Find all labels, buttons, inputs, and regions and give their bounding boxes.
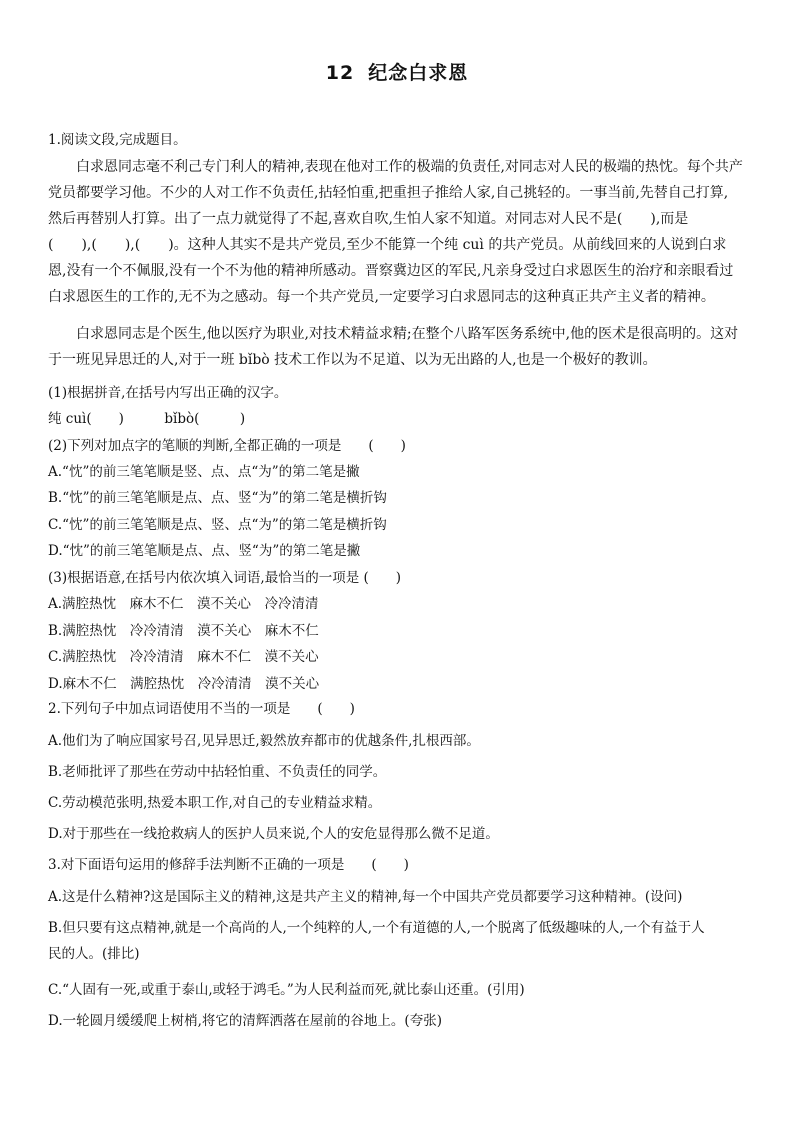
- option: D.麻木不仁 满腔热忱 冷冷清清 漠不关心: [48, 676, 320, 692]
- option: D.对于那些在一线抢救病人的医护人员来说,个人的安危显得那么微不足道。: [48, 826, 499, 842]
- option: C.“人固有一死,或重于泰山,或轻于鸿毛。”为人民利益而死,就比泰山还重。(引用): [48, 982, 525, 998]
- option: D.一轮圆月缓缓爬上树梢,将它的清辉洒落在屋前的谷地上。(夸张): [48, 1013, 442, 1029]
- option: A.满腔热忱 麻木不仁 漠不关心 冷冷清清: [48, 596, 319, 612]
- option-continuation: 民的人。(排比): [48, 946, 140, 962]
- option: B.老师批评了那些在劳动中拈轻怕重、不负责任的同学。: [48, 764, 387, 780]
- passage-line: 党员都要学习他。不少的人对工作不负责任,拈轻怕重,把重担子推给人家,自己挑轻的。一事当前,先替自己打算,: [48, 185, 729, 201]
- option: A.“忱”的前三笔笔顺是竖、点、点“为”的第二笔是撇: [48, 464, 360, 480]
- option: A.他们为了响应国家号召,见异思迁,毅然放弃都市的优越条件,扎根西部。: [48, 733, 480, 749]
- sub-question-3-stem: (3)根据语意,在括号内依次填入词语,最恰当的一项是 ( ): [48, 570, 402, 586]
- page-title: [0, 58, 794, 85]
- option: B.“忱”的前三笔笔顺是点、点、竖“为”的第二笔是横折钩: [48, 490, 387, 506]
- lesson-title: 纪念白求恩: [368, 62, 469, 84]
- option: C.劳动模范张明,热爱本职工作,对自己的专业精益求精。: [48, 795, 382, 811]
- question-3-stem: 3.对下面语句运用的修辞手法判断不正确的一项是 ( ): [48, 857, 409, 873]
- option: B.但只要有这点精神,就是一个高尚的人,一个纯粹的人,一个有道德的人,一个脱离了低级趣味的人,一个有益于人: [48, 920, 705, 936]
- option: A.这是什么精神?这是国际主义的精神,这是共产主义的精神,每一个中国共产党员都要学习这种精神。(设问): [48, 889, 683, 905]
- lesson-number: 12: [325, 62, 355, 84]
- passage-line: 恩,没有一个不佩服,没有一个不为他的精神所感动。晋察冀边区的军民,凡亲身受过白求恩医生的治疗和亲眼看过: [48, 263, 734, 279]
- passage-line: 然后再替别人打算。出了一点力就觉得了不起,喜欢自吹,生怕人家不知道。对同志对人民不是( ),而是: [48, 211, 689, 227]
- pinyin-blanks: 纯 cuì( ) bǐbò( ): [48, 411, 246, 427]
- option: C.“忱”的前三笔笔顺是点、竖、点“为”的第二笔是横折钩: [48, 517, 387, 533]
- sub-question-1-stem: (1)根据拼音,在括号内写出正确的汉字。: [48, 385, 288, 401]
- passage-line: ( ),( ),( )。这种人其实不是共产党员,至少不能算一个纯 cuì 的共产党员。从前线回来的人说到白求: [48, 237, 727, 253]
- option: B.满腔热忱 冷冷清清 漠不关心 麻木不仁: [48, 623, 319, 639]
- question-2-stem: 2.下列句子中加点词语使用不当的一项是 ( ): [48, 701, 355, 717]
- option: C.满腔热忱 冷冷清清 麻木不仁 漠不关心: [48, 649, 319, 665]
- passage-line: 白求恩同志是个医生,他以医疗为职业,对技术精益求精;在整个八路军医务系统中,他的医术是很高明的。这对: [76, 326, 739, 342]
- passage-line: 白求恩医生的工作的,无不为之感动。每一个共产党员,一定要学习白求恩同志的这种真正共产主义者的精神。: [48, 289, 715, 305]
- sub-question-2-stem: (2)下列对加点字的笔顺的判断,全都正确的一项是 ( ): [48, 438, 406, 454]
- option: D.“忱”的前三笔笔顺是点、点、竖“为”的第二笔是撇: [48, 543, 361, 559]
- passage-line: 于一班见异思迁的人,对于一班 bǐbò 技术工作以为不足道、以为无出路的人,也是一个极好的教训。: [48, 352, 657, 368]
- passage-line: 白求恩同志毫不利己专门利人的精神,表现在他对工作的极端的负责任,对同志对人民的极端的热忱。每个共产: [76, 159, 743, 175]
- question-1-stem: 1.阅读文段,完成题目。: [48, 132, 187, 148]
